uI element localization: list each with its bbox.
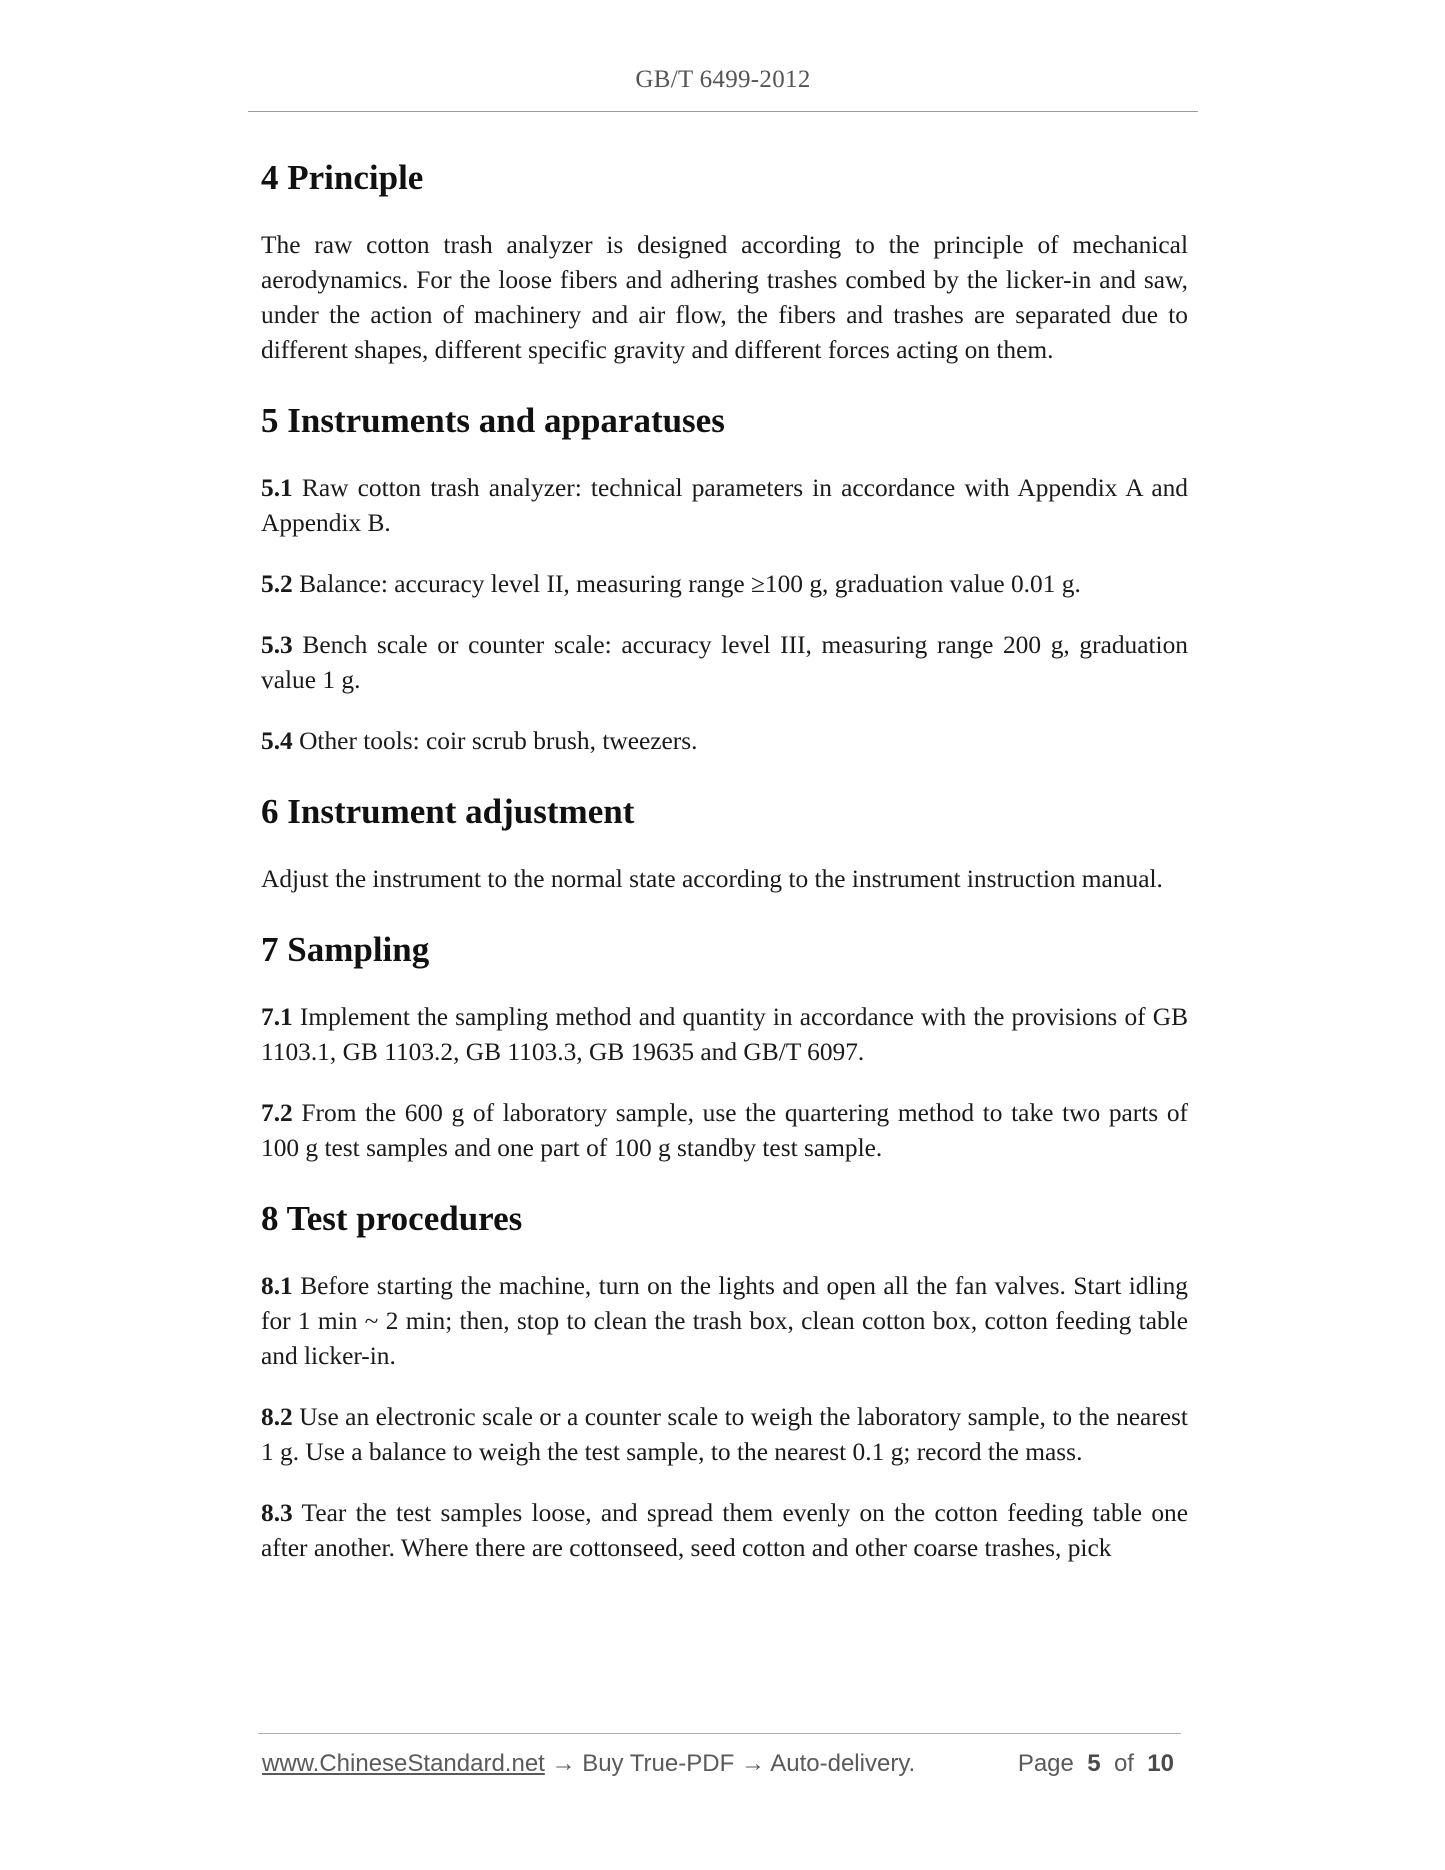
footer-promo bbox=[262, 1750, 915, 1778]
clause-text: Implement the sampling method and quantity in accordance with the provisions of GB 1103.1, GB 1103.2, GB 1103.3, GB 19635 and GB/T 6097. bbox=[261, 1003, 1188, 1066]
clause-5-4 bbox=[261, 724, 1188, 759]
section-4-heading: 4 Principle bbox=[261, 158, 424, 197]
clause-text: Balance: accuracy level II, measuring range ≥100 g, graduation value 0.01 g. bbox=[292, 570, 1081, 598]
clause-number: 5.1 bbox=[261, 474, 293, 502]
current-page: 5 bbox=[1087, 1750, 1101, 1777]
clause-text: From the 600 g of laboratory sample, use the quartering method to take two parts of 100 g test samples and one part of 100 g standby test sample. bbox=[261, 1099, 1188, 1162]
arrow-right-icon: → bbox=[740, 1750, 765, 1777]
clause-number: 8.1 bbox=[261, 1272, 293, 1300]
clause-7-2 bbox=[261, 1096, 1188, 1166]
clause-text: Use an electronic scale or a counter scale to weigh the laboratory sample, to the nearest 1 g. Use a balance to weigh the test sample, to the nearest 0.1 g; record the mass. bbox=[261, 1403, 1188, 1466]
website-link[interactable]: www.ChineseStandard.net bbox=[262, 1750, 545, 1777]
clause-text: Before starting the machine, turn on the lights and open all the fan valves. Start idling for 1 min ~ 2 min; then, stop to clean the trash box, clean cotton box, cotton feeding table and licker-in. bbox=[261, 1272, 1188, 1370]
delivery-text: Auto-delivery. bbox=[770, 1750, 916, 1777]
clause-number: 5.2 bbox=[261, 570, 293, 598]
clause-number: 7.1 bbox=[261, 1003, 293, 1031]
clause-5-2 bbox=[261, 567, 1188, 602]
page-header: GB/T 6499-2012 bbox=[635, 66, 811, 93]
section-7-heading: 7 Sampling bbox=[261, 930, 430, 969]
header-divider bbox=[248, 111, 1198, 112]
buy-pdf-text: Buy True-PDF bbox=[582, 1750, 735, 1777]
document-body bbox=[261, 150, 1188, 1566]
page-label: Page bbox=[1017, 1750, 1074, 1777]
clause-7-1 bbox=[261, 1000, 1188, 1070]
section-4-body: The raw cotton trash analyzer is designed according to the principle of mechanical aerodynamics. For the loose fibers and adhering trashes combed by the licker-in and saw, under the action of machinery and air flow, the fibers and trashes are separated due to different shapes, different specific gravity and different forces acting on them. bbox=[261, 231, 1188, 364]
clause-text: Other tools: coir scrub brush, tweezers. bbox=[292, 727, 698, 755]
clause-text: Tear the test samples loose, and spread them evenly on the cotton feeding table one after another. Where there are cottonseed, seed cotton and other coarse trashes, pick bbox=[261, 1499, 1188, 1562]
section-6-heading: 6 Instrument adjustment bbox=[261, 792, 635, 831]
clause-number: 8.2 bbox=[261, 1403, 293, 1431]
page-footer bbox=[262, 1750, 1180, 1784]
clause-5-3 bbox=[261, 628, 1188, 698]
clause-number: 8.3 bbox=[261, 1499, 293, 1527]
total-pages: 10 bbox=[1147, 1750, 1174, 1777]
clause-text: Bench scale or counter scale: accuracy level III, measuring range 200 g, graduation value 1 g. bbox=[261, 631, 1188, 694]
page-number bbox=[1018, 1750, 1174, 1778]
clause-number: 7.2 bbox=[261, 1099, 293, 1127]
of-label: of bbox=[1113, 1750, 1134, 1777]
footer-divider bbox=[258, 1733, 1181, 1734]
section-6-body: Adjust the instrument to the normal state according to the instrument instruction manual. bbox=[261, 865, 1163, 893]
clause-8-2 bbox=[261, 1400, 1188, 1470]
clause-number: 5.3 bbox=[261, 631, 293, 659]
clause-5-1 bbox=[261, 471, 1188, 541]
clause-8-3 bbox=[261, 1496, 1188, 1566]
clause-8-1 bbox=[261, 1269, 1188, 1374]
arrow-right-icon: → bbox=[551, 1750, 576, 1777]
section-8-heading: 8 Test procedures bbox=[261, 1199, 523, 1238]
section-5-heading: 5 Instruments and apparatuses bbox=[261, 401, 725, 440]
clause-text: Raw cotton trash analyzer: technical parameters in accordance with Appendix A and Appendix B. bbox=[261, 474, 1188, 537]
clause-number: 5.4 bbox=[261, 727, 293, 755]
